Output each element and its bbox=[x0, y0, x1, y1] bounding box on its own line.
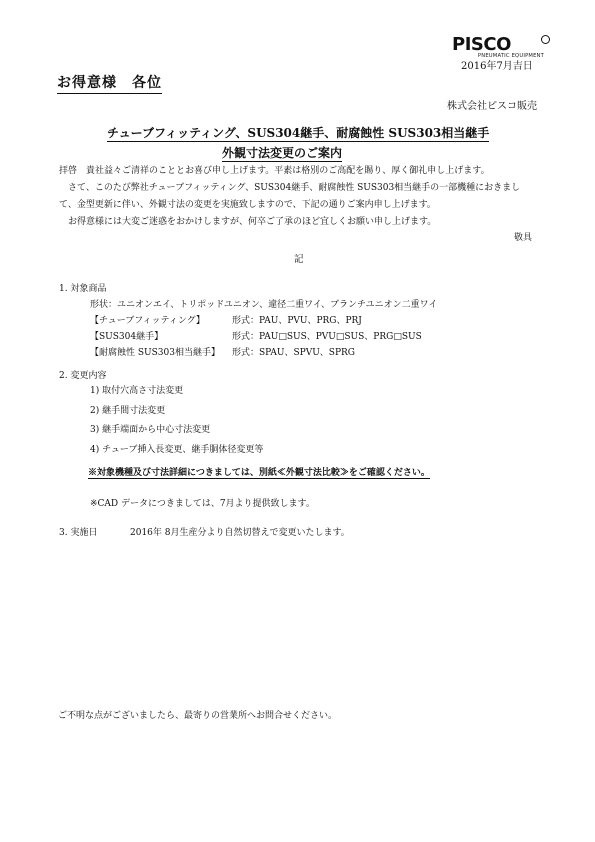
change-item: 1) 取付穴高さ寸法変更 bbox=[90, 386, 184, 396]
addressee: お得意様 各位 bbox=[57, 72, 162, 94]
ki-heading: 記 bbox=[294, 254, 304, 265]
title-line-1: チューブフィッティング、SUS304継手、耐腐蝕性 SUS303相当継手 bbox=[107, 126, 490, 140]
body-line: お得意様には大変ご迷惑をおかけしますが、何卒ご了承のほど宜しくお願い申し上げます。 bbox=[59, 217, 437, 227]
document-date: 2016年7月吉日 bbox=[461, 61, 533, 72]
target-row-label: 【耐腐蝕性 SUS303相当継手】 bbox=[90, 348, 220, 358]
change-item: 3) 継手端面から中心寸法変更 bbox=[90, 425, 211, 435]
change-item: 4) チューブ挿入長変更、継手胴体径変更等 bbox=[90, 445, 264, 455]
logo-subtitle: PNEUMATIC EQUIPMENT bbox=[477, 53, 544, 59]
registered-mark-icon bbox=[541, 35, 550, 44]
implementation-date: 2016年 8月生産分より自然切替えで変更いたします。 bbox=[130, 528, 350, 538]
reference-note: ※対象機種及び寸法詳細につきましては、別紙≪外観寸法比較≫をご確認ください。 bbox=[88, 465, 430, 479]
issuer: 株式会社ピスコ販売 bbox=[447, 101, 537, 112]
body-line: て、金型更新に伴い、外観寸法の変更を実施致しますので、下記の通りご案内申し上げます。 bbox=[59, 200, 436, 210]
body-line: さて、このたび弊社チューブフィッティング、SUS304継手、耐腐蝕性 SUS303相当継手の一部機種におきまし bbox=[59, 183, 521, 193]
logo-brand: PISCO bbox=[452, 34, 511, 55]
target-shapes: 形状：ユニオンエイ、トリポッドユニオン、違径二重ワイ、ブランチユニオン二重ワイ bbox=[90, 300, 438, 310]
body-line: 拝啓 貴社益々ご清祥のこととお喜び申し上げます。平素は格別のご高配を賜り、厚く御礼申し上げます。 bbox=[59, 166, 490, 176]
section-3-heading: 3. 実施日 bbox=[59, 528, 98, 538]
target-row-label: 【SUS304継手】 bbox=[90, 332, 164, 342]
target-row-label: 【チューブフィッティング】 bbox=[90, 316, 205, 326]
section-1-heading: 1. 対象商品 bbox=[59, 284, 107, 294]
target-row-value: 形式：PAU□SUS、PVU□SUS、PRG□SUS bbox=[232, 332, 422, 342]
target-row-value: 形式：SPAU、SPVU、SPRG bbox=[232, 348, 355, 358]
section-2-heading: 2. 変更内容 bbox=[59, 371, 107, 381]
closing: 敬具 bbox=[514, 233, 533, 243]
cad-note: ※CAD データにつきましては、7月より提供致します。 bbox=[90, 499, 315, 509]
target-row-value: 形式：PAU、PVU、PRG、PRJ bbox=[232, 316, 362, 326]
pisco-logo bbox=[452, 34, 544, 59]
footer-contact: ご不明な点がございましたら、最寄りの営業所へお問合せください。 bbox=[58, 711, 338, 721]
title-line-2: 外観寸法変更のご案内 bbox=[222, 146, 343, 160]
change-item: 2) 継手間寸法変更 bbox=[90, 406, 166, 416]
